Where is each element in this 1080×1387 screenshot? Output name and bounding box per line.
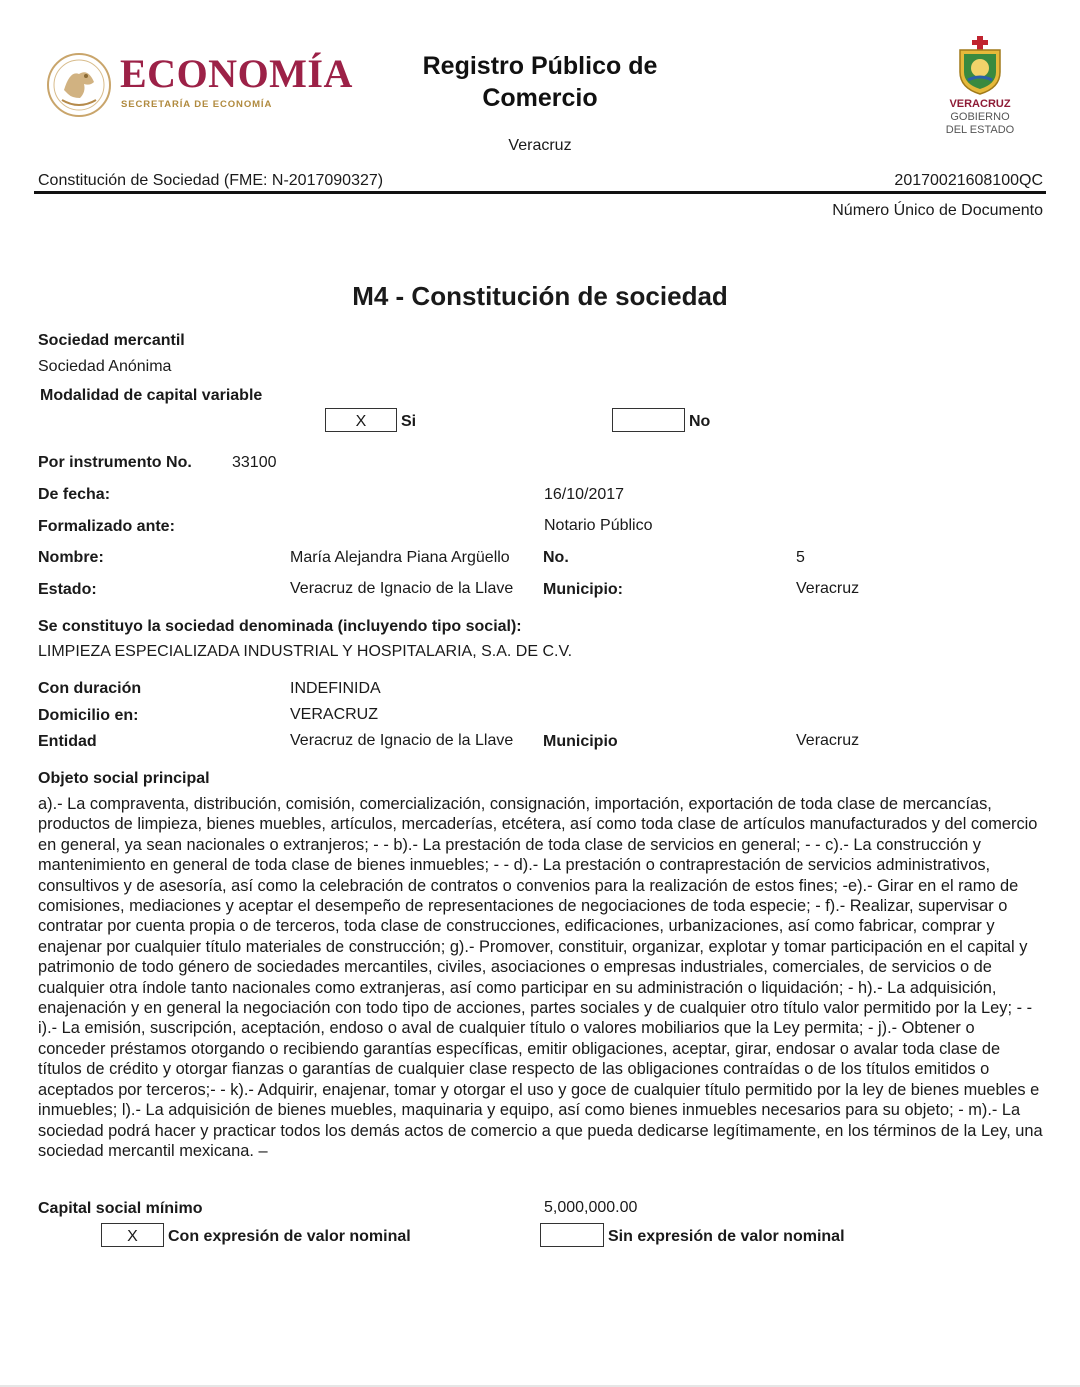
page-title [380,50,700,114]
sin-valor-label: Sin expresión de valor nominal [608,1228,845,1245]
sin-valor-checkbox [540,1223,604,1247]
document-number-label: Número Único de Documento [832,202,1043,219]
fecha-label: De fecha: [38,486,111,503]
domicilio-value: VERACRUZ [290,706,379,723]
instrumento-label: Por instrumento No. [38,454,192,471]
con-valor-checkbox: X [101,1223,164,1247]
si-label: Si [401,413,417,430]
nombre-value: María Alejandra Piana Argüello [290,549,510,566]
capital-value: 5,000,000.00 [544,1199,638,1216]
veracruz-shield-icon [954,34,1006,96]
document-type-fme: Constitución de Sociedad (FME: N-2017090327) [38,172,384,189]
duracion-label: Con duración [38,680,142,697]
veracruz-logo-line-1: VERACRUZ [949,98,1011,110]
municipio-value: Veracruz [796,580,860,597]
header-divider [34,191,1046,194]
estado-value: Veracruz de Ignacio de la Llave [290,580,514,597]
domicilio-label: Domicilio en: [38,707,139,724]
no-label: No [689,413,711,430]
nombre-label: Nombre: [38,549,104,566]
notario-number-label: No. [543,549,569,566]
municipio-2-label: Municipio [543,733,618,750]
duracion-value: INDEFINIDA [290,680,381,697]
document-number: 20170021608100QC [894,172,1043,189]
mexican-eagle-seal-icon [44,52,114,118]
municipio-2-value: Veracruz [796,732,860,749]
entidad-label: Entidad [38,733,97,750]
denominacion-value: LIMPIEZA ESPECIALIZADA INDUSTRIAL Y HOSPITALARIA, S.A. DE C.V. [38,643,573,660]
instrumento-value: 33100 [232,454,277,471]
objeto-text: a).- La compraventa, distribución, comisión, comercialización, consignación, importación, exportación de toda clase de mercancías, productos de limpieza, bienes muebles, artículos, mercaderías, etcétera, así como toda clase de artículos manufacturados y del comercio en general, ya sean nacionales o extranjeros; - - b).- La prestación de toda clase de servicios en general; - - c).- La construcción y mantenimiento en general de toda clase de bienes inmuebles; - - d).- La prestación o contraprestación de servicios administrativos, consultivos y de asesoría, así como la celebración de contratos o convenios para la realización de estos fines; -e).- Girar en el ramo de comisiones, mediaciones y aceptar el desempeño de representaciones de negociaciones de toda especie; - f).- Realizar, supervisar o contratar por cuenta propia o de terceros, toda clase de construcciones, edificaciones, urbanizaciones, así como fabricar, comprar y enajenar por cualquier título materiales de construcción; g).- Promover, constituir, organizar, explotar y tomar participación en el capital y patrimonio de todo género de sociedades mercantiles, civiles, asociaciones o empresas industriales, comerciales, de servicios o de cualquier otra índole tanto nacionales como extranjeras, así como participar en su administración o liquidación; - h).- La adquisición, enajenación y en general la negociación con todo tipo de acciones, partes sociales y de cualquier otro título valor permitido por la Ley; - - i).- La emisión, suscripción, aceptación, endoso o aval de cualquier título o valores mobiliarios que la Ley permita; - j).- Obtener o conceder préstamos otorgando o recibiendo garantías específicas, emitir obligaciones, aceptar, girar, endosar o avalar toda clase de títulos de crédito y otorgar fianzas o garantías de cualquier clase respecto de las obligaciones contraídas o de los títulos emitidos o aceptados por terceros;- - k).- Adquirir, enajenar, tomar y otorgar el uso y goce de cualquier título permitido por la ley de bienes muebles e inmuebles; l).- La adquisición de bienes muebles, maquinaria y equipo, así como bienes inmuebles necesarios para su objeto; - m).- La sociedad podrá hacer y practicar todos los demás actos de comercio a que pueda dedicarse legítimamente, en los términos de la Ley, una sociedad mercantil mexicana. – [38,795,1043,1160]
page-subtitle: Veracruz [508,137,572,154]
no-checkbox [612,408,685,432]
capital-label: Capital social mínimo [38,1200,203,1217]
entidad-value: Veracruz de Ignacio de la Llave [290,732,514,749]
modalidad-label: Modalidad de capital variable [40,387,263,404]
estado-label: Estado: [38,581,97,598]
con-valor-label: Con expresión de valor nominal [168,1228,411,1245]
fecha-value: 16/10/2017 [544,486,625,503]
denominacion-label: Se constituyo la sociedad denominada (incluyendo tipo social): [38,618,522,635]
form-heading: M4 - Constitución de sociedad [352,281,728,311]
veracruz-logo-line-3: DEL ESTADO [945,124,1015,136]
objeto-label: Objeto social principal [38,770,210,787]
sociedad-label: Sociedad mercantil [38,332,185,349]
si-checkbox: X [325,408,397,432]
notario-number-value: 5 [796,549,805,566]
economia-logo-subtitle: SECRETARÍA DE ECONOMÍA [121,99,273,110]
title-line-1: Registro Público de [422,52,658,80]
municipio-label: Municipio: [543,581,623,598]
title-line-2: Comercio [482,84,598,112]
sociedad-value: Sociedad Anónima [38,358,172,375]
veracruz-logo-line-2: GOBIERNO [950,111,1010,123]
economia-logo-word: ECONOMÍA [120,51,353,96]
formalizado-value: Notario Público [544,517,653,534]
formalizado-label: Formalizado ante: [38,518,175,535]
